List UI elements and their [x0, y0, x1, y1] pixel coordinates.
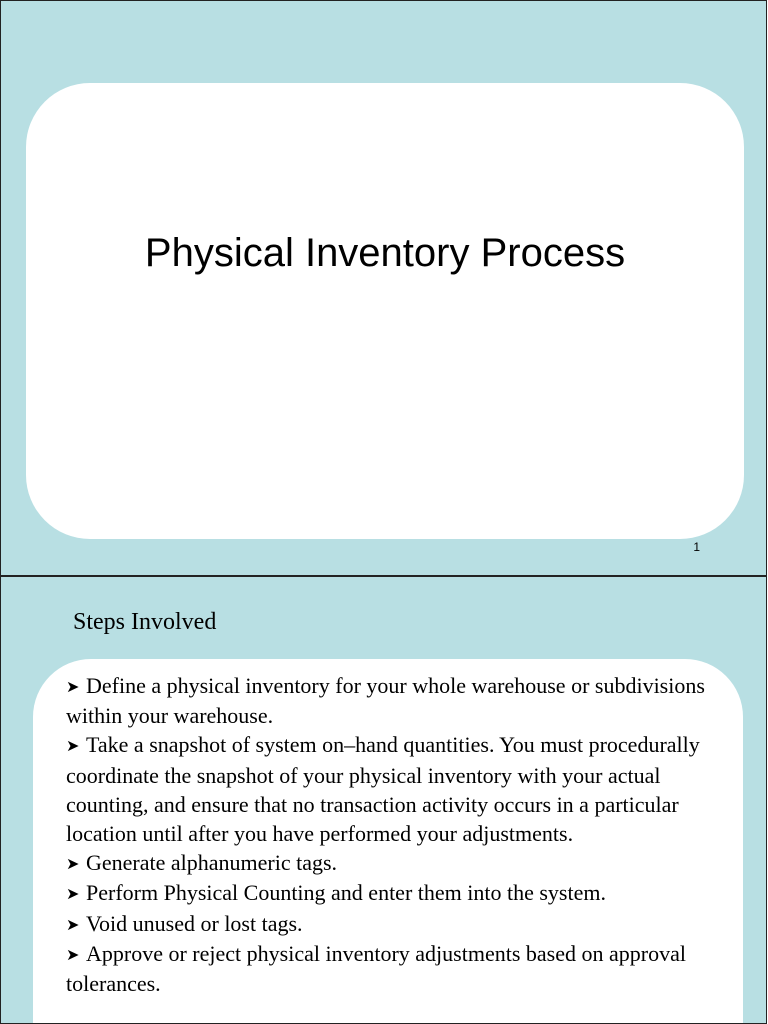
content-card: [33, 659, 743, 1024]
slide-2: [0, 576, 767, 1024]
arrow-bullet-icon: ➤: [66, 884, 80, 904]
slide-page-number: 1: [693, 540, 700, 554]
bullet-text: Define a physical inventory for your whole warehouse or subdivisions within your warehouse.: [66, 673, 705, 729]
bullet-text: Void unused or lost tags.: [86, 910, 303, 936]
arrow-bullet-icon: ➤: [66, 736, 80, 756]
list-item: [66, 909, 716, 939]
slide-title: Physical Inventory Process: [144, 231, 626, 275]
list-item: [66, 878, 716, 908]
bullet-list: [66, 671, 716, 998]
bullet-text: Take a snapshot of system on–hand quantities. You must procedurally coordinate the snapshot of your physical inventory with your actual counting, and ensure that no transaction activity occurs in a particular location until after you have performed your adjustments.: [66, 732, 700, 847]
list-item: [66, 939, 716, 998]
title-card: [26, 83, 744, 539]
arrow-bullet-icon: ➤: [66, 854, 80, 874]
bullet-text: Approve or reject physical inventory adjustments based on approval tolerances.: [66, 940, 686, 997]
bullet-text: Generate alphanumeric tags.: [86, 850, 338, 876]
arrow-bullet-icon: ➤: [66, 914, 80, 934]
bullet-text: Perform Physical Counting and enter them into the system.: [86, 880, 606, 906]
list-item: [66, 848, 716, 878]
slide-heading: Steps Involved: [73, 609, 217, 635]
list-item: [66, 730, 716, 848]
arrow-bullet-icon: ➤: [66, 944, 80, 964]
list-item: [66, 671, 716, 730]
arrow-bullet-icon: ➤: [66, 677, 80, 696]
